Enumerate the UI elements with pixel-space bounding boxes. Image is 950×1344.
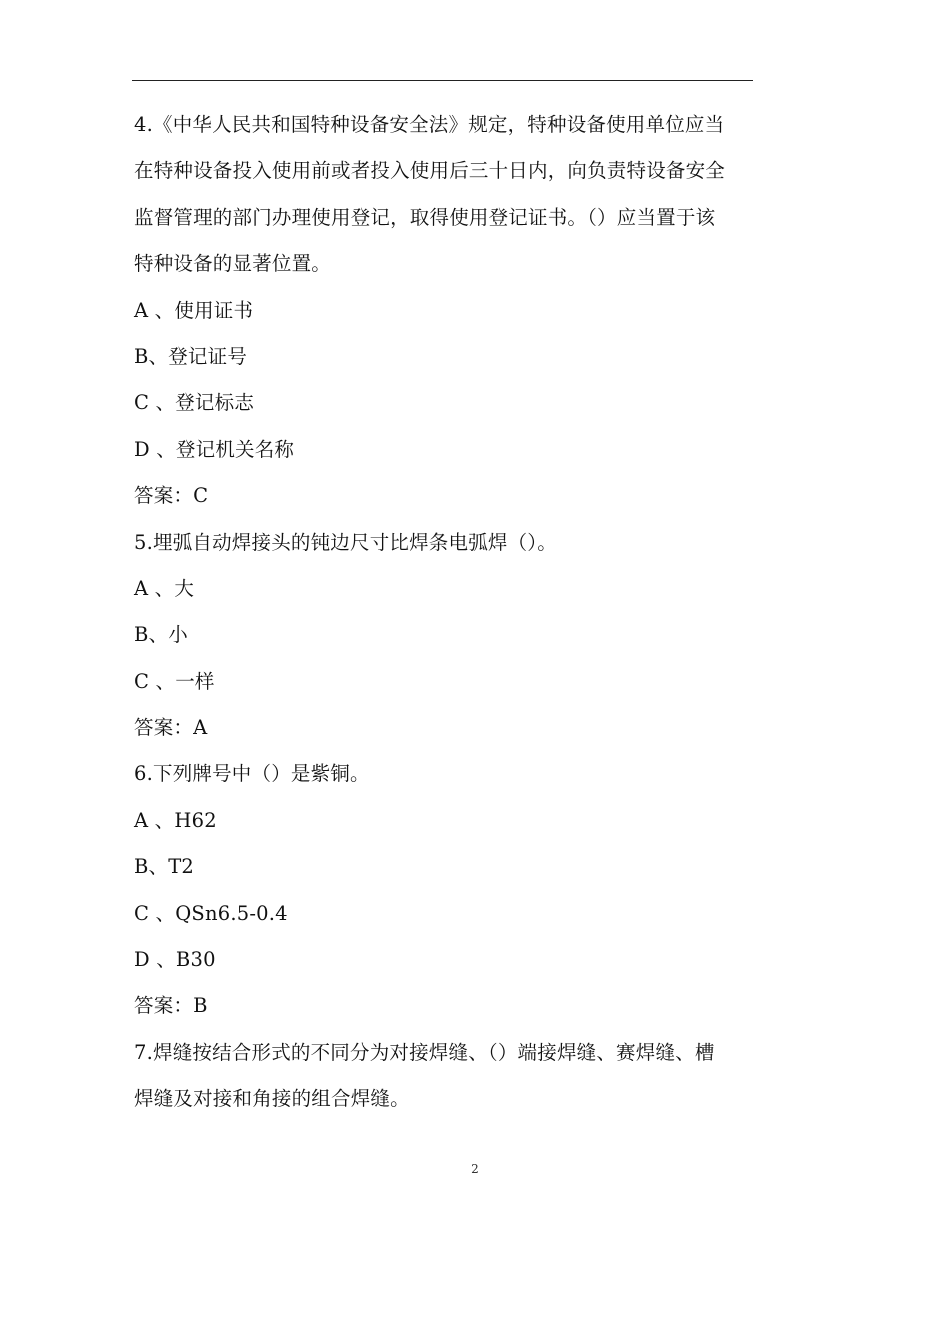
header-rule	[132, 80, 753, 81]
question-4	[134, 102, 754, 520]
answer: 答案：A	[134, 716, 208, 740]
page-number: 2	[471, 1162, 479, 1176]
option-c: C 、一样	[134, 669, 215, 693]
question-line: 监督管理的部门办理使用登记，取得使用登记证书。（）应当置于该	[134, 205, 716, 229]
option-a: A 、H62	[134, 808, 217, 832]
question-line: 焊缝及对接和角接的组合焊缝。	[134, 1087, 410, 1111]
document-body	[134, 102, 754, 1123]
option-b: B、T2	[134, 855, 195, 879]
option-a: A 、使用证书	[134, 298, 254, 322]
question-5	[134, 520, 754, 752]
question-line: 6.下列牌号中（）是紫铜。	[134, 762, 370, 786]
option-d: D 、登记机关名称	[134, 437, 295, 461]
question-7	[134, 1030, 754, 1123]
option-c: C 、QSn6.5-0.4	[134, 901, 288, 925]
option-c: C 、登记标志	[134, 391, 255, 415]
question-6	[134, 751, 754, 1029]
question-line: 7.焊缝按结合形式的不同分为对接焊缝、（）端接焊缝、赛焊缝、槽	[134, 1040, 715, 1064]
question-text	[134, 102, 754, 288]
question-line: 4.《中华人民共和国特种设备安全法》规定，特种设备使用单位应当	[134, 113, 725, 136]
option-a: A 、大	[134, 576, 195, 600]
option-d: D 、B30	[134, 948, 216, 972]
answer: 答案：C	[134, 484, 209, 508]
option-b: B、小	[134, 623, 188, 647]
question-line: 特种设备的显著位置。	[134, 252, 332, 276]
question-line: 在特种设备投入使用前或者投入使用后三十日内，向负责特设备安全	[134, 159, 726, 183]
question-line: 5.埋弧自动焊接头的钝边尺寸比焊条电弧焊（）。	[134, 530, 557, 554]
answer: 答案：B	[134, 994, 208, 1018]
option-b: B、登记证号	[134, 344, 248, 368]
